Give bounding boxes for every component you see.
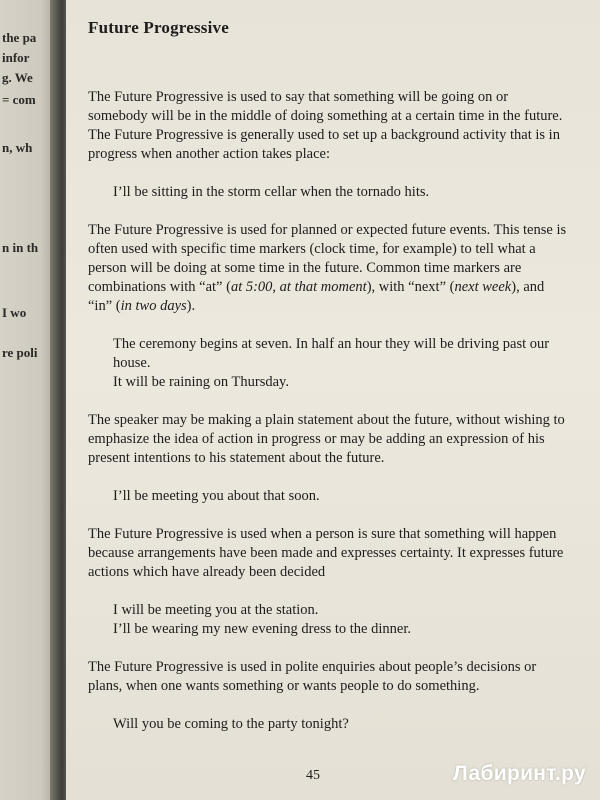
book-page — [66, 0, 600, 800]
page-content — [88, 12, 570, 734]
example-sentence: I will be meeting you at the station. — [113, 602, 319, 618]
left-page-fragment: = com — [2, 92, 36, 107]
example-sentence: Will you be coming to the party tonight? — [113, 716, 349, 732]
example-sentence: I’ll be sitting in the storm cellar when the tornado hits. — [113, 184, 430, 200]
example-sentence: The ceremony begins at seven. In half an hour they will be driving past our house. — [113, 336, 550, 371]
page-number: 45 — [306, 768, 320, 783]
italic-example: at 5:00, at that moment — [230, 279, 367, 295]
paragraph-polite-enquiries: The Future Progressive is used in polite enquiries about people’s decisions or plans, when one wants something or wants people to do something. — [88, 659, 537, 694]
left-page-fragment: I wo — [2, 305, 27, 320]
italic-example: in two days — [120, 298, 187, 314]
left-page-fragment: re poli — [2, 345, 38, 360]
example-sentence: I’ll be wearing my new evening dress to the dinner. — [113, 621, 411, 637]
paragraph-background-activity: The Future Progressive is generally used to set up a background activity that is in progress when another action takes place: — [88, 127, 560, 162]
left-page-fragment: the pa — [2, 30, 37, 45]
example-sentence: It will be raining on Thursday. — [113, 374, 289, 390]
left-page-fragment: n in th — [2, 240, 39, 255]
italic-example: next week — [454, 279, 512, 295]
paragraph-planned-events: The Future Progressive is used for planned or expected future events. This tense is often used with specific time markers (clock time, for example) to tell what a person will be doing at some time in the future. Common time markers are combinations with “at” (at 5:00, at that moment), with “next” (next week), and “in” (in two days). — [88, 222, 567, 314]
store-watermark: Лабиринт.ру — [452, 762, 586, 785]
left-page-fragment: n, wh — [2, 140, 33, 155]
left-page-fragment: g. We — [2, 70, 33, 85]
paragraph-definition: The Future Progressive is used to say that something will be going on or somebody will be in the middle of doing something at a certain time in the future. — [88, 89, 563, 124]
paragraph-plain-statement: The speaker may be making a plain statement about the future, without wishing to emphasize the idea of action in progress or may be adding an expression of his present intentions to his statement about the future. — [88, 412, 565, 466]
left-page-fragment: infor — [2, 50, 30, 65]
section-title: Future Progressive — [88, 18, 229, 37]
paragraph-certainty: The Future Progressive is used when a person is sure that something will happen because arrangements have been made and expresses certainty. It expresses future actions which have already been decided — [88, 526, 564, 580]
example-sentence: I’ll be meeting you about that soon. — [113, 488, 320, 504]
